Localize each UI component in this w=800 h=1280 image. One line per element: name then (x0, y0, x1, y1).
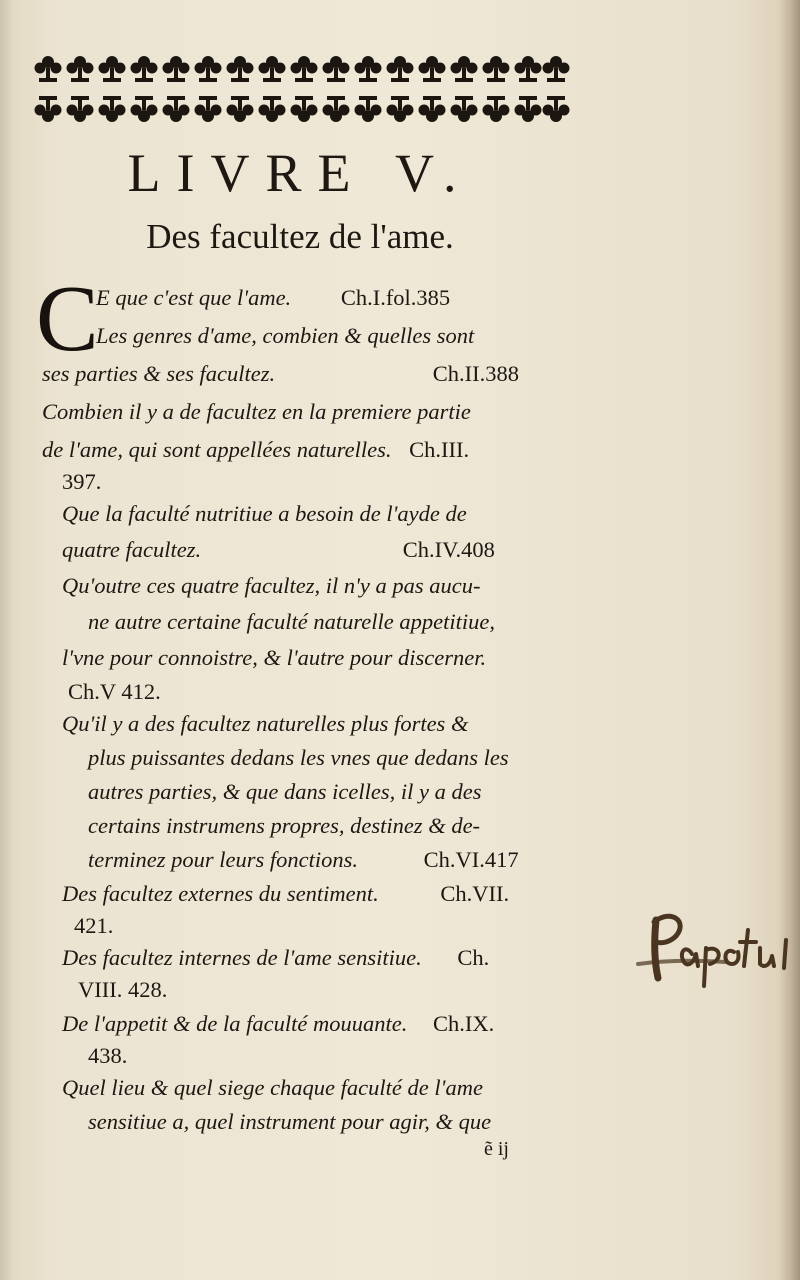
toc-line (62, 566, 481, 606)
drop-capital: C (36, 267, 99, 371)
toc-entry-text: Quel lieu & quel siege chaque faculté de l'ame (62, 1075, 483, 1100)
toc-entry-text: sensitiue a, quel instrument pour agir, & que (88, 1109, 492, 1134)
toc-chapter-ref: Ch.IX. (433, 1011, 495, 1036)
toc-entry-text: De l'appetit & de la faculté mouuante. (62, 1011, 408, 1036)
toc-chapter-ref: Ch. (457, 945, 490, 970)
fleuron-headpiece-ornament (30, 50, 570, 128)
toc-line (62, 530, 495, 570)
toc-line (62, 494, 467, 534)
toc-chapter-ref: Ch.VII. (440, 881, 510, 906)
toc-entry-text: Qu'outre ces quatre facultez, il n'y a pas aucu- (62, 573, 481, 598)
toc-line (42, 354, 519, 394)
toc-line (96, 316, 474, 356)
toc-chapter-ref: Ch.VI.417 (423, 847, 519, 872)
toc-line (62, 874, 509, 914)
toc-chapter-ref: Ch.IV.408 (402, 537, 495, 562)
toc-entry-text: l'vne pour connoistre, & l'autre pour discerner. (62, 645, 487, 670)
toc-entry-text: certains instrumens propres, destinez & de- (88, 813, 481, 838)
toc-chapter-ref: Ch.I.fol.385 (340, 285, 451, 310)
toc-entry-text: Des facultez internes de l'ame sensitiue. (62, 945, 422, 970)
toc-chapter-ref: Ch.II.388 (432, 361, 519, 386)
toc-entry-text: ne autre certaine faculté naturelle appetitiue, (88, 609, 495, 634)
toc-entry-text: Combien il y a de facultez en la premiere partie (42, 399, 471, 424)
toc-entry-text: quatre facultez. (62, 537, 202, 562)
toc-line (96, 278, 450, 318)
toc-entry-text: de l'ame, qui sont appellées naturelles. (42, 437, 392, 462)
handwritten-marginal-note (636, 890, 800, 1000)
toc-chapter-ref: 438. (88, 1043, 128, 1068)
book-number-heading: LIVRE V. (127, 143, 473, 203)
toc-chapter-ref: Ch.V 412. (68, 679, 161, 704)
toc-line (88, 1102, 491, 1142)
toc-chapter-ref: 421. (74, 913, 114, 938)
toc-entry-text: Qu'il y a des facultez naturelles plus fortes & (62, 711, 469, 736)
toc-entry-text: Que la faculté nutritiue a besoin de l'ayde de (62, 501, 467, 526)
toc-line (42, 392, 471, 432)
toc-entry-text: autres parties, & que dans icelles, il y a des (88, 779, 482, 804)
toc-entry-text: ses parties & ses facultez. (42, 361, 276, 386)
toc-entry-text: E que c'est que l'ame. (96, 285, 292, 310)
toc-entry-text: plus puissantes dedans les vnes que dedans les (88, 745, 509, 770)
toc-entry-text: Des facultez externes du sentiment. (62, 881, 379, 906)
toc-chapter-ref: VIII. 428. (78, 977, 168, 1002)
book-subtitle: Des facultez de l'ame. (146, 217, 454, 256)
toc-line (88, 602, 495, 642)
toc-entry-text: terminez pour leurs fonctions. (88, 847, 358, 872)
signature-mark: ẽ ij (484, 1138, 509, 1160)
page-edge-shadow (778, 0, 800, 1280)
toc-chapter-ref: 397. (62, 469, 102, 494)
toc-chapter-ref: Ch.III. (409, 437, 470, 462)
toc-entry-text: Les genres d'ame, combien & quelles sont (96, 323, 475, 348)
toc-line (42, 430, 469, 470)
